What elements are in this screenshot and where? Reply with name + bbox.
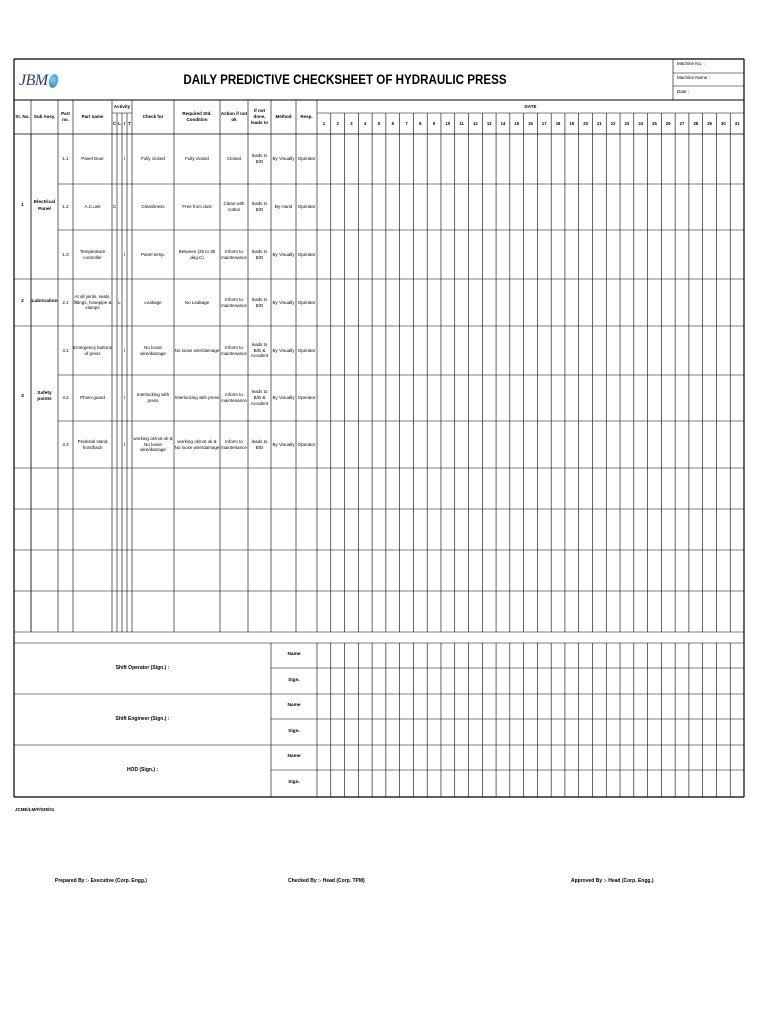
row-resp: Operator xyxy=(297,204,316,210)
header-check-for: Check for xyxy=(142,114,164,120)
header-day: 20 xyxy=(583,120,588,126)
header-day: 13 xyxy=(486,120,492,126)
signoff-sign-label: Sign. xyxy=(288,728,300,734)
row-resp: Operator xyxy=(297,299,316,305)
row-part-name: Temperature controller xyxy=(79,248,106,260)
header-day: 10 xyxy=(445,120,451,126)
signoff-hod: HOD (Sign.) : xyxy=(126,767,159,774)
row-part-name: At all joints, seals, fittings, hosepipe & clamps xyxy=(73,293,112,311)
row-method: By Visually xyxy=(272,347,295,353)
row-part-no: 1.3 xyxy=(62,251,69,257)
header-day: 18 xyxy=(555,120,561,126)
row-resp: Operator xyxy=(297,251,316,257)
row-leads-to: leads to B/D & Accident xyxy=(250,341,269,359)
header-day: 12 xyxy=(473,120,478,126)
row-method: By Visually xyxy=(272,251,295,257)
row-part-name: Photo-guard xyxy=(80,395,105,401)
header-resp: Resp. xyxy=(300,114,313,120)
header-day: 4 xyxy=(364,120,367,126)
row-check-for: Cleanliness xyxy=(141,204,165,210)
row-method: By Hand xyxy=(274,204,293,210)
row-resp: Operator xyxy=(297,347,316,353)
header-day: 1 xyxy=(322,120,326,126)
row-required-std: Free from dust xyxy=(182,204,212,210)
header-day: 8 xyxy=(419,120,422,126)
signoff-name-label: Name xyxy=(287,703,301,709)
header-required-std: Required Std. Condition xyxy=(182,111,212,122)
row-check-for: Fully closed xyxy=(141,156,165,162)
row-part-name: Emergency buttons of press xyxy=(73,344,112,356)
row-leads-to: leads to B/D xyxy=(251,153,268,164)
row-required-std: Fully closed xyxy=(185,156,209,162)
header-day: 6 xyxy=(391,120,394,126)
header-day: 28 xyxy=(693,120,699,126)
row-action: Inform to maintenance xyxy=(221,392,247,403)
row-part-no: 3.3 xyxy=(62,441,69,447)
row-leads-to: leads to B/D xyxy=(251,438,268,450)
row-check-for: Leakage xyxy=(144,299,162,305)
header-day: 25 xyxy=(652,120,657,126)
signoff-shift-operator: Shift Operator (Sign.) : xyxy=(115,665,170,672)
signoff-name-label: Name xyxy=(287,652,301,658)
header-day: 27 xyxy=(679,120,685,126)
header-day: 15 xyxy=(514,120,520,126)
header-if-not-done: If not done, leads to xyxy=(250,108,268,125)
row-required-std: Between (25 to 35 deg.C) xyxy=(178,248,216,260)
row-leads-to: leads to B/D xyxy=(251,248,268,260)
row-activity: C xyxy=(112,204,117,210)
signoff-shift-engineer: Shift Engineer (Sign.) : xyxy=(115,716,170,723)
row-part-name: Pedestal stand front/back xyxy=(77,438,108,450)
header-activity: Activity xyxy=(113,103,131,109)
row-action: Inform to maintenance xyxy=(221,344,247,356)
page-title: DAILY PREDICTIVE CHECKSHEET OF HYDRAULIC PRESS xyxy=(183,72,507,88)
header-method: Method xyxy=(275,114,292,120)
row-method: By Visually xyxy=(272,156,295,162)
header-day: 7 xyxy=(405,120,408,126)
row-part-no: 3.1 xyxy=(62,347,69,353)
date-label: Date : xyxy=(677,89,690,94)
header-sr-no: Sr. No. xyxy=(15,114,30,120)
row-part-name: Panel Door xyxy=(81,156,104,162)
header-day: 21 xyxy=(597,120,602,126)
row-activity: L xyxy=(118,299,121,305)
logo-text: JBM xyxy=(19,72,48,89)
header-day: 22 xyxy=(610,120,616,126)
row-required-std: No Leakage xyxy=(184,299,210,305)
row-activity: I xyxy=(123,395,126,401)
group-sub-assy: Lubrication xyxy=(31,299,58,305)
row-leads-to: leads to B/D xyxy=(251,201,268,212)
row-method: By Visually xyxy=(272,441,295,447)
header-day: 30 xyxy=(720,120,726,126)
row-resp: Operator xyxy=(297,156,316,162)
header-day: 9 xyxy=(432,120,436,126)
jbm-logo xyxy=(19,66,59,96)
header-sub-assy: Sub Assy. xyxy=(33,114,56,120)
row-activity: I xyxy=(123,441,126,447)
header-part-name: Part name xyxy=(81,114,104,120)
signoff-name-label: Name xyxy=(287,754,301,760)
header-day: 2 xyxy=(336,120,339,126)
header-day: 17 xyxy=(541,120,547,126)
logo-mark-icon xyxy=(47,73,59,89)
row-activity: I xyxy=(123,347,126,353)
row-leads-to: leads to B/D xyxy=(251,296,268,308)
group-sr: 1 xyxy=(21,203,24,209)
row-part-no: 3.2 xyxy=(62,395,69,401)
row-part-no: 2.1 xyxy=(62,299,69,305)
row-part-no: 1.2 xyxy=(62,204,69,210)
header-day: 31 xyxy=(734,120,740,126)
group-sub-assy: Electrical Panel xyxy=(33,200,56,212)
row-required-std: Interlocking with press xyxy=(174,395,220,401)
header-day: 14 xyxy=(500,120,506,126)
row-required-std: No loose wire/damage xyxy=(174,347,220,353)
row-action: Inform to maintenance xyxy=(221,248,247,260)
header-activity-code: L xyxy=(118,120,121,126)
row-action: Clean with cotton xyxy=(223,201,245,212)
machine-name-label: Machine Name : xyxy=(677,75,710,80)
row-check-for: Interlocking with press xyxy=(136,392,170,403)
row-action: Inform to maintenance xyxy=(221,296,247,308)
approved-by: Approved By :- Head (Corp. Engg.) xyxy=(571,878,654,884)
header-activity-code: I xyxy=(123,120,126,126)
row-action: Inform to maintenance xyxy=(221,438,247,450)
row-resp: Operator xyxy=(297,395,316,401)
header-activity-code: T xyxy=(128,120,131,126)
row-check-for: No loose wire/damage xyxy=(140,344,166,356)
row-activity: I xyxy=(123,251,126,257)
header-activity-code: C xyxy=(112,120,117,126)
header-day: 24 xyxy=(638,120,644,126)
header-day: 19 xyxy=(569,120,575,126)
group-sub-assy: Safety points xyxy=(37,390,52,402)
header-day: 5 xyxy=(377,120,381,126)
header-day: 16 xyxy=(528,120,533,126)
header-part-no: Part no. xyxy=(61,111,70,122)
header-day: 23 xyxy=(624,120,630,126)
row-method: By Visually xyxy=(272,299,295,305)
row-action: Closed xyxy=(226,156,241,162)
row-leads-to: leads to B/D & Accident xyxy=(250,389,269,406)
row-resp: Operator xyxy=(297,441,316,447)
signoff-sign-label: Sign. xyxy=(288,677,300,683)
header-date: DATE xyxy=(524,103,537,109)
signoff-sign-label: Sign. xyxy=(288,779,300,785)
group-sr: 2 xyxy=(21,299,24,305)
row-activity: I xyxy=(123,156,126,162)
header-day: 29 xyxy=(707,120,712,126)
row-part-no: 1.1 xyxy=(62,156,69,162)
row-method: By Visually xyxy=(272,395,295,401)
header-action-if-not-ok: Action if not ok xyxy=(220,111,248,122)
group-sr: 3 xyxy=(21,393,24,399)
header-day: 11 xyxy=(459,120,464,126)
prepared-by: Prepared By :- Executive (Corp. Engg.) xyxy=(55,878,147,884)
row-check-for: working ok/not ok & No loose wire/damage xyxy=(133,435,173,453)
checked-by: Checked By :- Head (Corp. TPM) xyxy=(288,878,365,884)
header-day: 26 xyxy=(665,120,671,126)
machine-no-label: Machine No. : xyxy=(677,61,705,66)
row-check-for: Panel temp. xyxy=(140,251,165,257)
row-part-name: A.C.unit xyxy=(84,204,101,210)
row-required-std: working ok/not ok & No loose wire/damage xyxy=(174,438,220,450)
document-code: JCME/LM/F/035/01 xyxy=(15,807,55,812)
header-day: 3 xyxy=(350,120,353,126)
